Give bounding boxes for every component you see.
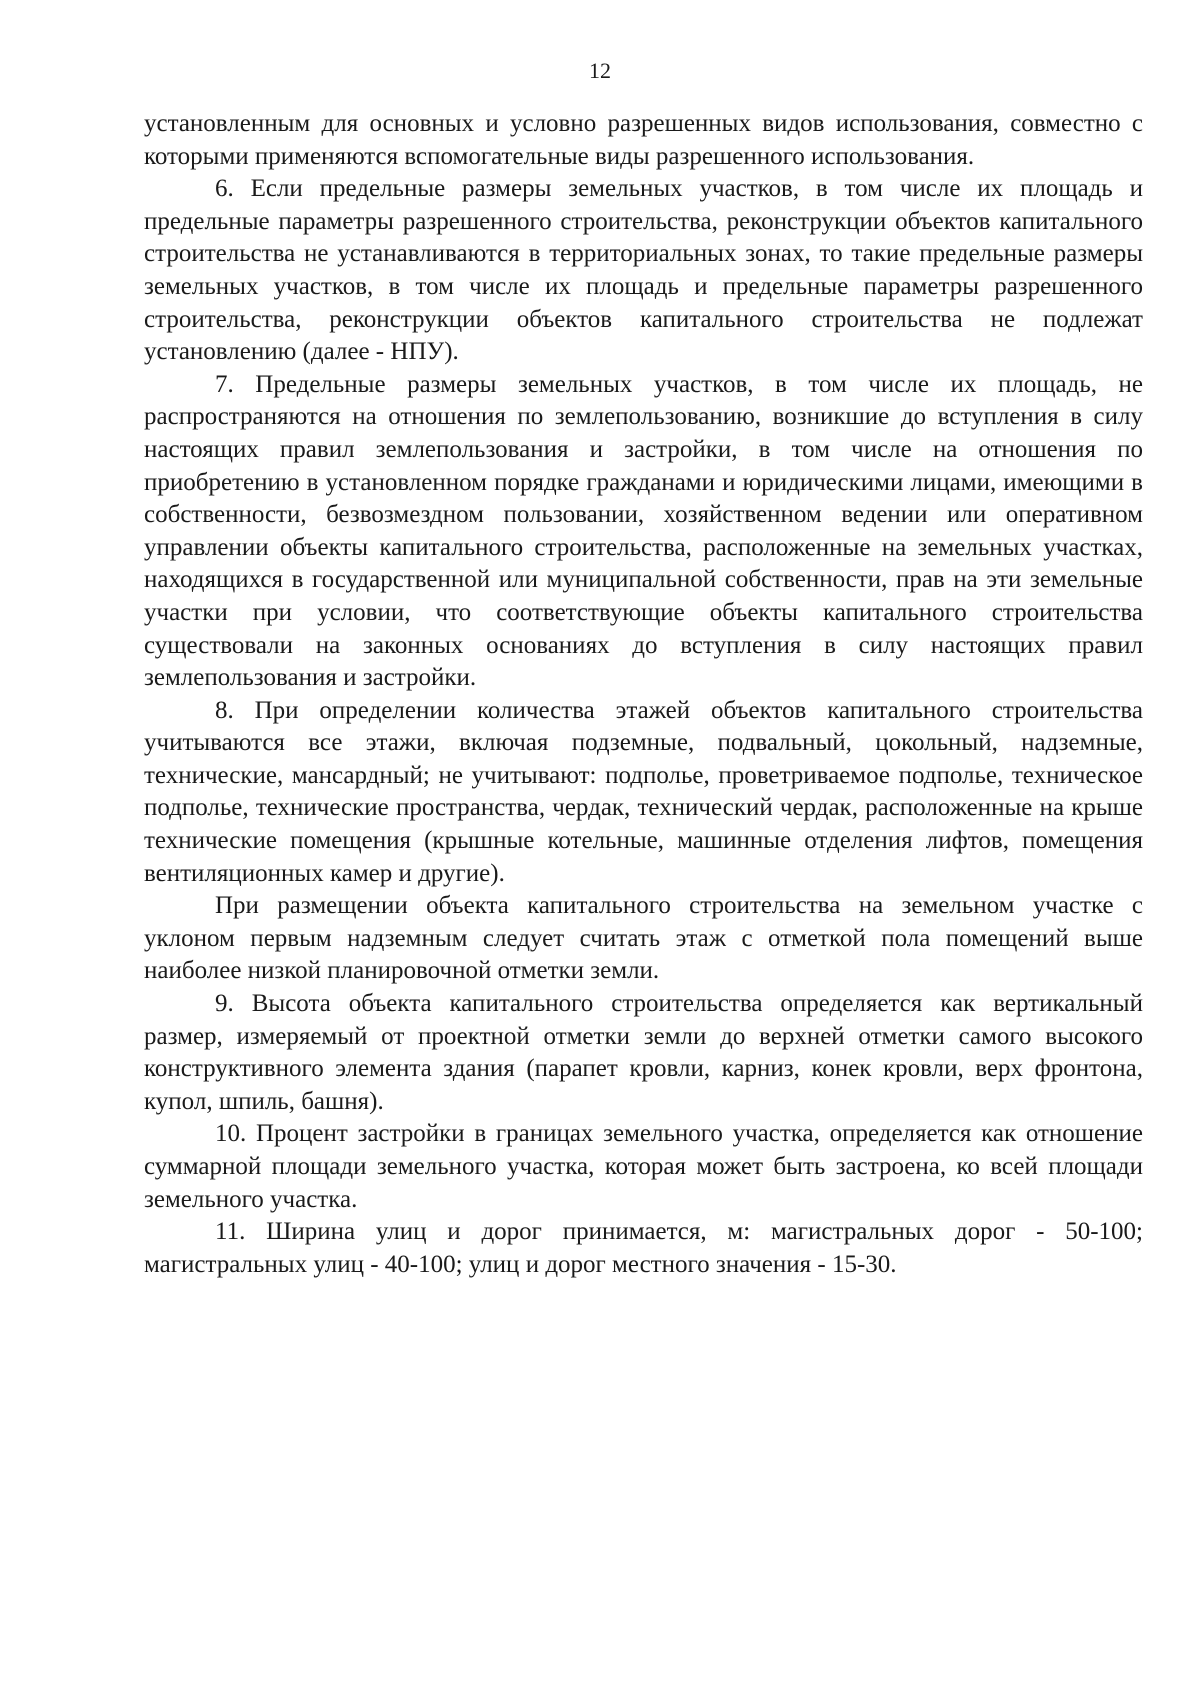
paragraph-item-6: 6. Если предельные размеры земельных участков, в том числе их площадь и предельные параметры разрешенного строительства, реконструкции объектов капитального строительства не устанавливаются в территориальных зонах, то такие предельные размеры земельных участков, в том числе их площадь и предельные параметры разрешенного строительства, реконструкции объектов капитального строительства не подлежат установлению (далее - НПУ). xyxy=(144,175,1143,366)
paragraph-item-7: 7. Предельные размеры земельных участков, в том числе их площадь, не распространяются на отношения по землепользованию, возникшие до вступления в силу настоящих правил землепользования и застройки, в том числе на отношения по приобретению в установленном порядке гражданами и юридическими лицами, имеющими в собственности, безвозмездном пользовании, хозяйственном ведении или оперативном управлении объекты капитального строительства, расположенные на земельных участках, находящихся в государственной или муниципальной собственности, прав на эти земельные участки при условии, что соответствующие объекты капитального строительства существовали на законных основаниях до вступления в силу настоящих правил землепользования и застройки. xyxy=(144,370,1143,692)
paragraph-item-11: 11. Ширина улиц и дорог принимается, м: магистральных дорог - 50-100; магистральных улиц - 40-100; улиц и дорог местного значения - 15-30. xyxy=(144,1218,1143,1278)
paragraph-item-8-note: При размещении объекта капитального строительства на земельном участке с уклоном первым надземным следует считать этаж с отметкой пола помещений выше наиболее низкой планировочной отметки земли. xyxy=(144,892,1143,985)
document-body xyxy=(144,108,1143,1281)
paragraph-item-9: 9. Высота объекта капитального строительства определяется как вертикальный размер, измеряемый от проектной отметки земли до верхней отметки самого высокого конструктивного элемента здания (парапет кровли, карниз, конек кровли, верх фронтона, купол, шпиль, башня). xyxy=(144,990,1143,1115)
paragraph-continuation: установленным для основных и условно разрешенных видов использования, совместно с которыми применяются вспомогательные виды разрешенного использования. xyxy=(144,110,1143,170)
paragraph-item-8: 8. При определении количества этажей объектов капитального строительства учитываются все этажи, включая подземные, подвальный, цокольный, надземные, технические, мансардный; не учитывают: подполье, проветриваемое подполье, техническое подполье, технические пространства, чердак, технический чердак, расположенные на крыше технические помещения (крышные котельные, машинные отделения лифтов, помещения вентиляционных камер и другие). xyxy=(144,696,1143,887)
paragraph-item-10: 10. Процент застройки в границах земельного участка, определяется как отношение суммарной площади земельного участка, которая может быть застроена, ко всей площади земельного участка. xyxy=(144,1120,1143,1213)
page-number: 12 xyxy=(589,58,611,83)
